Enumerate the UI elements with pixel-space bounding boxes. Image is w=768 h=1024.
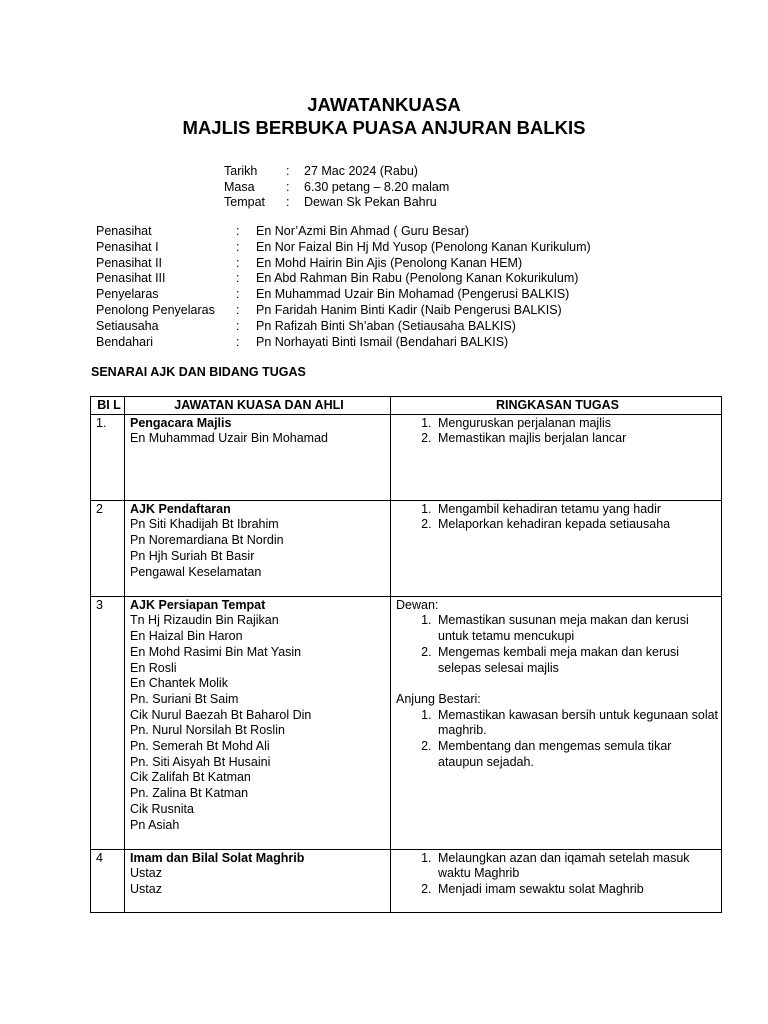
patron-name: En Nor’Azmi Bin Ahmad ( Guru Besar)	[256, 224, 470, 238]
header-duties: RINGKASAN TUGAS	[391, 397, 722, 415]
committee-member: Pn. Nurul Norsilah Bt Roslin	[130, 723, 285, 738]
patron-name: En Muhammad Uzair Bin Mohamad (Pengerusi BALKIS)	[256, 287, 570, 302]
patron-role: Penolong Penyelaras	[96, 302, 215, 317]
duty-item: 1. Menguruskan perjalanan majlis	[435, 416, 719, 432]
committee-cell	[125, 849, 391, 912]
patron-colon: :	[236, 224, 240, 238]
duty-item: 2. Memastikan majlis berjalan lancar	[435, 431, 719, 447]
committee-member: En Muhammad Uzair Bin Mohamad	[130, 431, 328, 446]
duty-group-label: Anjung Bestari:	[396, 691, 481, 706]
patron-colon: :	[236, 255, 240, 270]
patron-name: Pn Norhayati Binti Ismail (Bendahari BALKIS)	[256, 334, 509, 349]
duty-list	[396, 708, 719, 771]
duty-item: 1. Memastikan susunan meja makan dan kerusi untuk tetamu mencukupi	[435, 613, 719, 644]
patron-role: Penasihat III	[96, 271, 166, 286]
duty-group	[396, 598, 719, 677]
patron-row	[96, 303, 591, 319]
patron-row	[96, 287, 591, 303]
row-number: 2	[91, 500, 125, 596]
duty-item: 1. Melaungkan azan dan iqamah setelah masuk waktu Maghrib	[435, 851, 719, 882]
committee-member: Pn. Semerah Bt Mohd Ali	[130, 739, 270, 754]
patron-name: En Abd Rahman Bin Rabu (Penolong Kanan Kokurikulum)	[256, 271, 579, 286]
patron-role: Penasihat I	[96, 239, 159, 254]
duty-item: 2. Melaporkan kehadiran kepada setiausaha	[435, 517, 719, 533]
patron-colon: :	[236, 334, 240, 349]
committee-member: En Rosli	[130, 660, 177, 675]
committee-member: En Mohd Rasimi Bin Mat Yasin	[130, 644, 302, 659]
committee-member: En Haizal Bin Haron	[130, 629, 243, 644]
document-subtitle: MAJLIS BERBUKA PUASA ANJURAN BALKIS	[182, 117, 586, 138]
patron-row	[96, 224, 591, 240]
patron-name: En Nor Faizal Bin Hj Md Yusop (Penolong Kanan Kurikulum)	[256, 239, 591, 254]
patron-role: Penasihat II	[96, 255, 163, 270]
patron-list	[96, 224, 591, 350]
duty-list	[396, 502, 719, 533]
row-number: 4	[91, 849, 125, 912]
event-info-colon: :	[286, 195, 290, 209]
row-number: 3	[91, 596, 125, 849]
table-row	[91, 596, 722, 849]
duty-item: 2. Menjadi imam sewaktu solat Maghrib	[435, 882, 719, 898]
patron-row	[96, 271, 591, 287]
event-info-colon: :	[286, 179, 290, 194]
event-info-row	[224, 180, 449, 196]
duty-item: 1. Mengambil kehadiran tetamu yang hadir	[435, 502, 719, 518]
event-info-label: Masa	[224, 179, 255, 194]
committee-title: AJK Pendaftaran	[130, 501, 231, 516]
duties-cell	[391, 849, 722, 912]
patron-role: Penyelaras	[96, 287, 159, 302]
committee-member: Pn Hjh Suriah Bt Basir	[130, 548, 255, 563]
patron-role: Penasihat	[96, 224, 152, 238]
committee-member: En Chantek Molik	[130, 676, 228, 691]
patron-role: Setiausaha	[96, 318, 159, 333]
committee-member: Cik Nurul Baezah Bt Baharol Din	[130, 707, 312, 722]
committee-member: Pn Siti Khadijah Bt Ibrahim	[130, 517, 279, 532]
header-committee: JAWATAN KUASA DAN AHLI	[125, 397, 391, 415]
event-info-value: 27 Mac 2024 (Rabu)	[304, 164, 418, 178]
duties-cell	[391, 414, 722, 500]
duty-group	[396, 502, 719, 533]
committee-cell	[125, 414, 391, 500]
patron-name: Pn Rafizah Binti Sh’aban (Setiausaha BALKIS)	[256, 318, 516, 333]
table-row	[91, 414, 722, 500]
event-info-value: Dewan Sk Pekan Bahru	[304, 195, 437, 209]
committee-member: Pn. Suriani Bt Saim	[130, 691, 239, 706]
committee-member: Pn. Siti Aisyah Bt Husaini	[130, 754, 271, 769]
committee-member: Pn Asiah	[130, 817, 180, 832]
patron-name: Pn Faridah Hanim Binti Kadir (Naib Pengerusi BALKIS)	[256, 302, 562, 317]
event-info-row	[224, 164, 449, 180]
patron-colon: :	[236, 239, 240, 254]
duty-item: 2. Membentang dan mengemas semula tikar ataupun sejadah.	[435, 739, 719, 770]
document-title: JAWATANKUASA	[307, 94, 461, 115]
event-info-label: Tarikh	[224, 164, 258, 178]
patron-colon: :	[236, 287, 240, 302]
table-row	[91, 500, 722, 596]
committee-member: Pn. Zalina Bt Katman	[130, 786, 249, 801]
event-info-value: 6.30 petang – 8.20 malam	[304, 179, 450, 194]
committee-member: Ustaz	[130, 866, 162, 881]
committee-member: Pengawal Keselamatan	[130, 564, 262, 579]
table-row	[91, 849, 722, 912]
header-no: BI L	[91, 397, 125, 415]
patron-colon: :	[236, 271, 240, 286]
duty-list	[396, 416, 719, 447]
patron-row	[96, 319, 591, 335]
committee-member: Pn Noremardiana Bt Nordin	[130, 533, 284, 548]
patron-name: En Mohd Hairin Bin Ajis (Penolong Kanan HEM)	[256, 255, 523, 270]
event-info-label: Tempat	[224, 195, 265, 209]
row-number: 1.	[91, 414, 125, 500]
event-info-row	[224, 195, 449, 211]
event-info	[224, 164, 449, 211]
duty-list	[396, 613, 719, 676]
committee-title: AJK Persiapan Tempat	[130, 597, 266, 612]
duty-group-label: Dewan:	[396, 597, 439, 612]
committee-table	[90, 396, 722, 913]
committee-title: Pengacara Majlis	[130, 415, 232, 430]
section-title: SENARAI AJK DAN BIDANG TUGAS	[91, 365, 306, 379]
patron-colon: :	[236, 318, 240, 333]
duties-cell	[391, 500, 722, 596]
duty-group	[396, 692, 719, 771]
duty-group	[396, 416, 719, 447]
event-info-colon: :	[286, 164, 290, 178]
patron-colon: :	[236, 302, 240, 317]
committee-member: Cik Zalifah Bt Katman	[130, 770, 251, 785]
patron-role: Bendahari	[96, 334, 153, 349]
duties-cell	[391, 596, 722, 849]
table-header-row	[91, 397, 722, 415]
duty-list	[396, 851, 719, 898]
committee-title: Imam dan Bilal Solat Maghrib	[130, 850, 305, 865]
patron-row	[96, 335, 591, 351]
committee-cell	[125, 596, 391, 849]
duty-item: 1. Memastikan kawasan bersih untuk kegunaan solat maghrib.	[435, 708, 719, 739]
committee-member: Cik Rusnita	[130, 801, 194, 816]
patron-row	[96, 256, 591, 272]
duty-group	[396, 851, 719, 898]
committee-member: Tn Hj Rizaudin Bin Rajikan	[130, 613, 279, 628]
duty-item: 2. Mengemas kembali meja makan dan kerusi selepas selesai majlis	[435, 645, 719, 676]
committee-member: Ustaz	[130, 882, 162, 897]
committee-cell	[125, 500, 391, 596]
patron-row	[96, 240, 591, 256]
